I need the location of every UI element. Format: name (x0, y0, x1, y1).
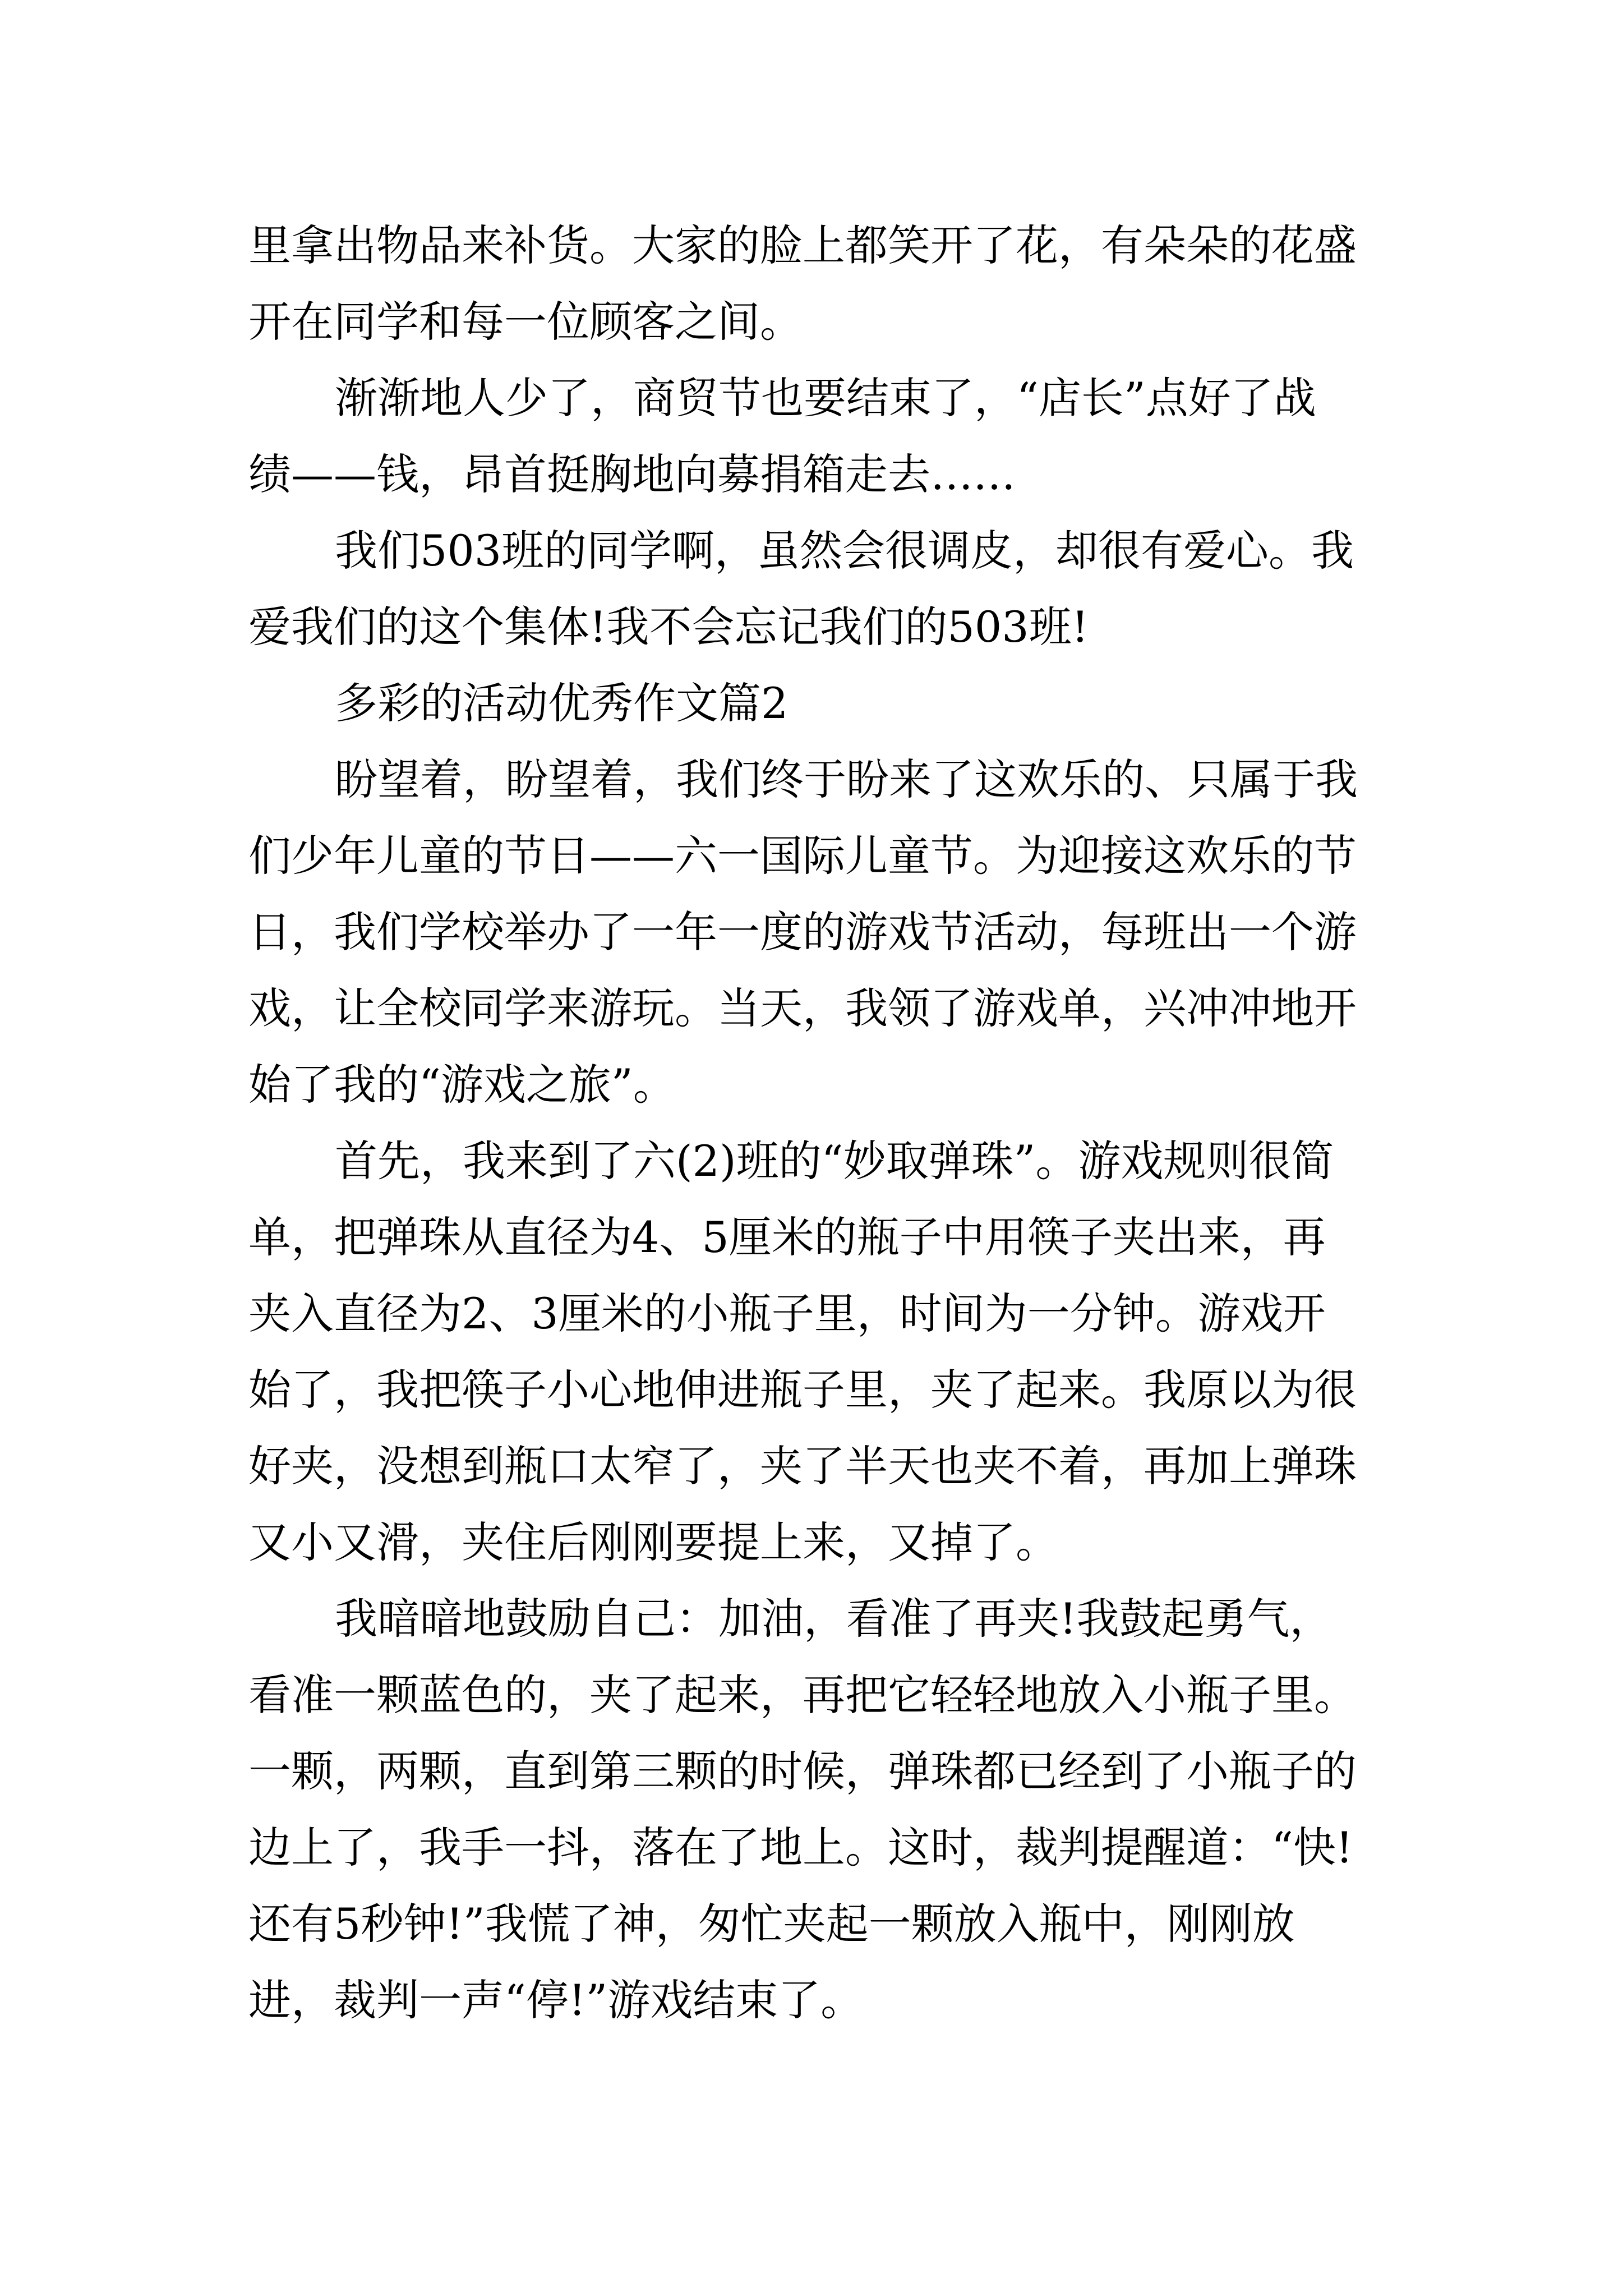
text-line: 一颗，两颗，直到第三颗的时候，弹珠都已经到了小瓶子的 (248, 1746, 1357, 1796)
text-line: 开在同学和每一位顾客之间。 (248, 297, 803, 347)
text-line: 进，裁判一声“停!”游戏结束了。 (248, 1975, 864, 2025)
text-line: 始了，我把筷子小心地伸进瓶子里，夹了起来。我原以为很 (248, 1365, 1357, 1415)
text-line: 爱我们的这个集体!我不会忘记我们的503班! (248, 602, 1089, 652)
text-line: 单，把弹珠从直径为4、5厘米的瓶子中用筷子夹出来，再 (248, 1212, 1326, 1262)
text-line: 渐渐地人少了，商贸节也要结束了，“店长”点好了战 (335, 373, 1316, 423)
text-line: 我暗暗地鼓励自己：加油，看准了再夹!我鼓起勇气， (335, 1594, 1332, 1644)
text-line: 始了我的“游戏之旅”。 (248, 1060, 676, 1110)
text-line: 好夹，没想到瓶口太窄了，夹了半天也夹不着，再加上弹珠 (248, 1441, 1357, 1491)
text-line: 盼望着，盼望着，我们终于盼来了这欢乐的、只属于我 (335, 754, 1358, 804)
text-line: 日，我们学校举办了一年一度的游戏节活动，每班出一个游 (248, 907, 1357, 957)
text-line: 我们503班的同学啊，虽然会很调皮，却很有爱心。我 (335, 526, 1354, 576)
text-line: 夹入直径为2、3厘米的小瓶子里，时间为一分钟。游戏开 (248, 1289, 1326, 1338)
text-line: 们少年儿童的节日——六一国际儿童节。为迎接这欢乐的节 (248, 831, 1357, 881)
text-line: 边上了，我手一抖，落在了地上。这时，裁判提醒道：“快! (248, 1823, 1353, 1872)
text-line: 首先，我来到了六(2)班的“妙取弹珠”。游戏规则很简 (335, 1136, 1334, 1186)
text-line: 里拿出物品来补货。大家的脸上都笑开了花，有朵朵的花盛 (248, 220, 1357, 270)
text-line: 还有5秒钟!”我慌了神，匆忙夹起一颗放入瓶中，刚刚放 (248, 1899, 1295, 1949)
section-heading: 多彩的活动优秀作文篇2 (335, 678, 789, 728)
text-line: 看准一颗蓝色的，夹了起来，再把它轻轻地放入小瓶子里。 (248, 1670, 1357, 1720)
text-line: 戏，让全校同学来游玩。当天，我领了游戏单，兴冲冲地开 (248, 983, 1357, 1033)
text-line: 绩——钱，昂首挺胸地向募捐箱走去…… (248, 449, 1016, 499)
text-line: 又小又滑，夹住后刚刚要提上来，又掉了。 (248, 1517, 1058, 1567)
